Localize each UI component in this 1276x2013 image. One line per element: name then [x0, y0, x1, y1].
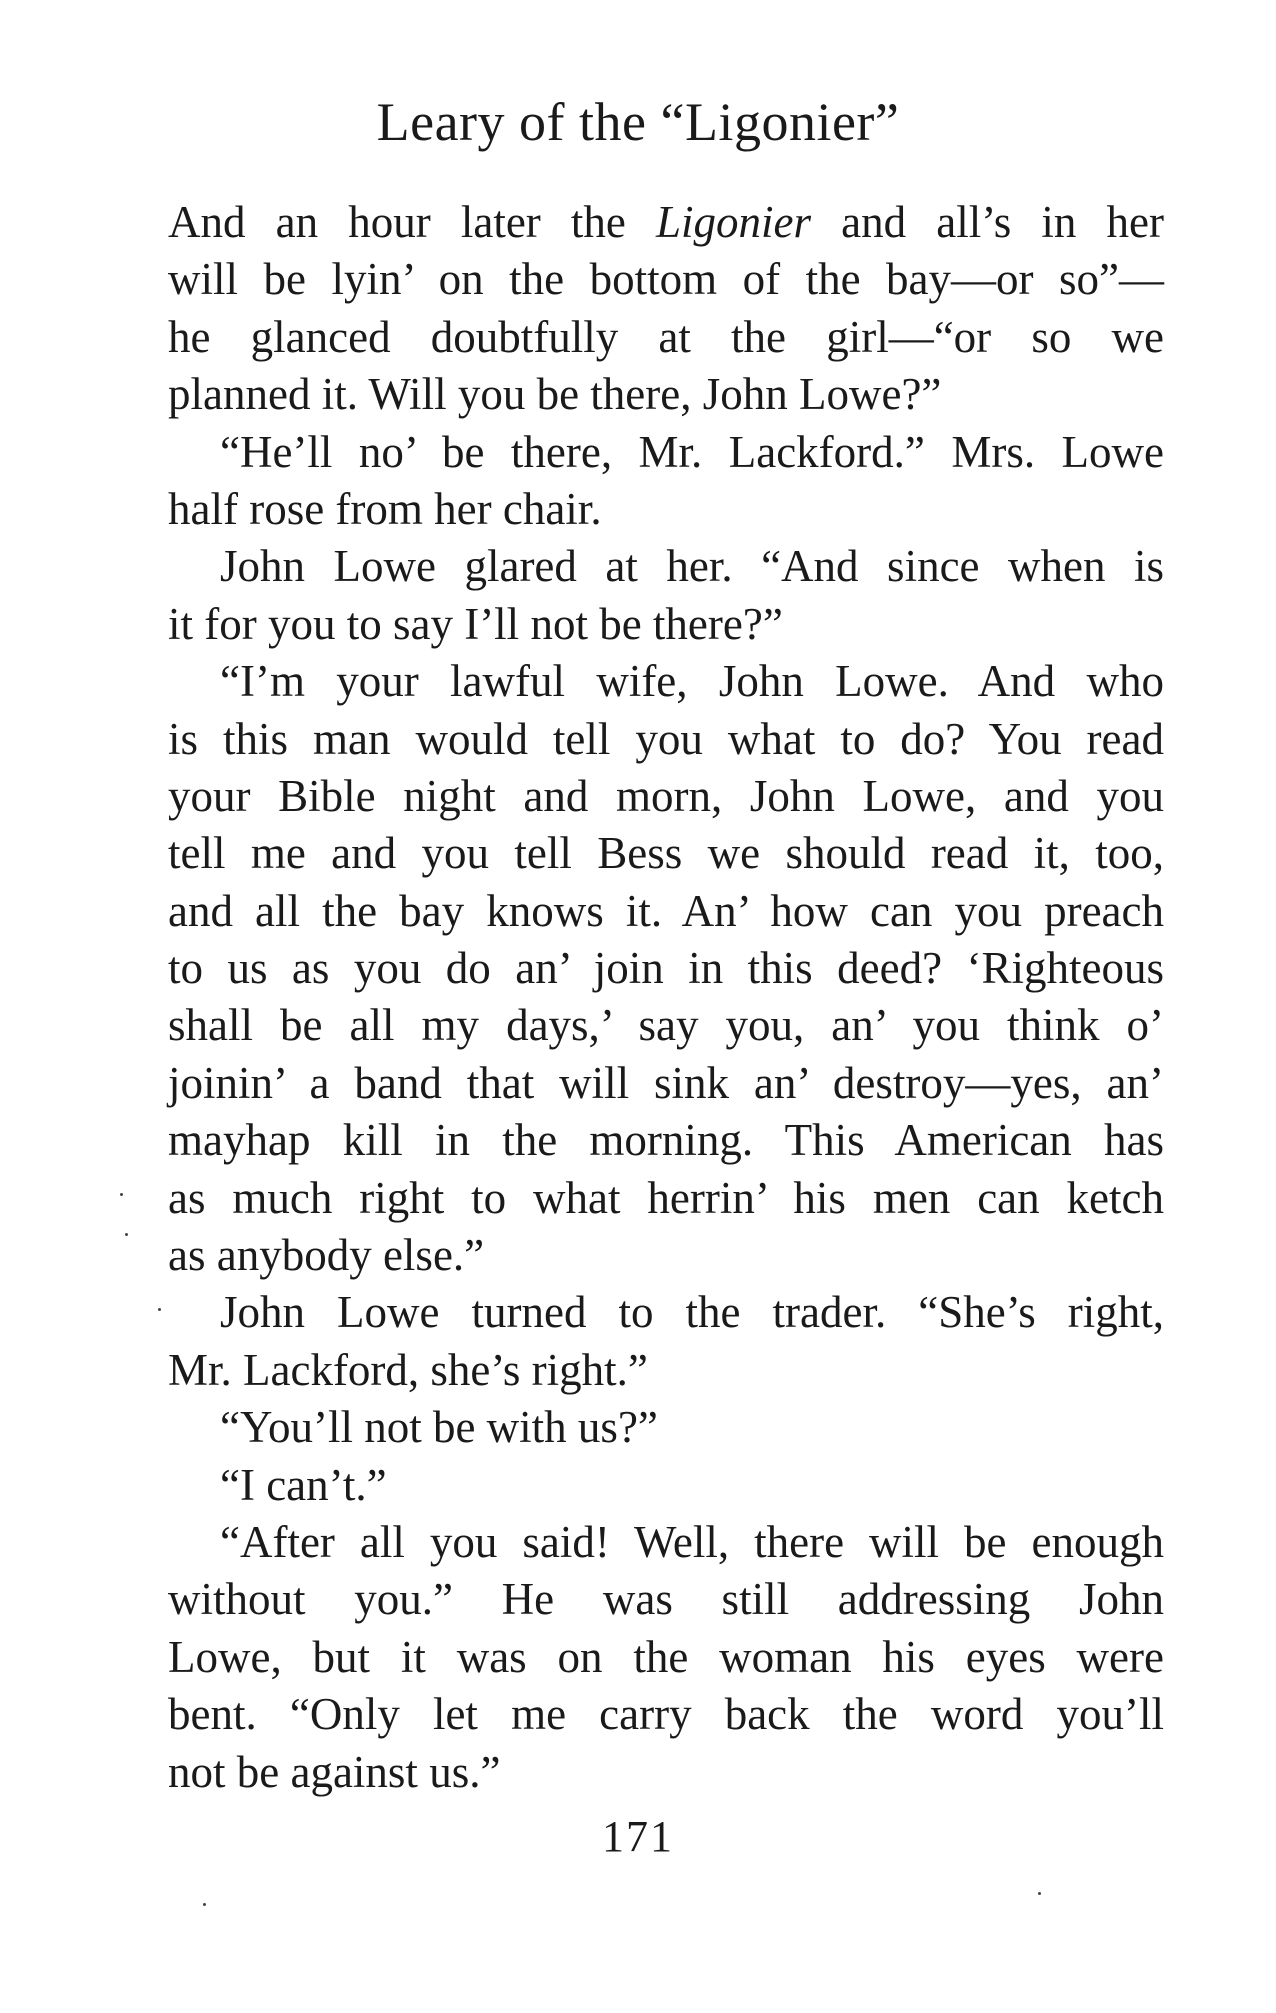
text-line: “I can’t.” [220, 1459, 387, 1510]
scan-speck [158, 1308, 161, 1311]
text-line: not be against us.” [168, 1746, 501, 1797]
text-line: and all the bay knows it. An’ how can you preach [168, 885, 1164, 936]
text-line: as anybody else.” [168, 1230, 485, 1281]
text-line: will be lyin’ on the bottom of the bay—or so”— [168, 254, 1164, 305]
running-head: Leary of the “Ligonier” [376, 92, 900, 152]
page-number: 171 [602, 1812, 674, 1861]
text-line: as much right to what herrin’ his men can ketch [168, 1172, 1164, 1223]
text-line: “I’m your lawful wife, John Lowe. And who [220, 656, 1164, 707]
text-line: “He’ll no’ be there, Mr. Lackford.” Mrs. Lowe [220, 426, 1164, 477]
text-line: mayhap kill in the morning. This American has [168, 1115, 1164, 1166]
text-line: bent. “Only let me carry back the word you’ll [168, 1689, 1164, 1740]
text-line: half rose from her chair. [168, 483, 602, 534]
text-line: it for you to say I’ll not be there?” [168, 598, 783, 649]
text-line: your Bible night and morn, John Lowe, and you [168, 770, 1164, 821]
ship-name: Ligonier [656, 197, 812, 247]
scan-speck [203, 1903, 206, 1906]
text-line: Mr. Lackford, she’s right.” [168, 1344, 648, 1395]
text-line: John Lowe turned to the trader. “She’s right, [220, 1287, 1164, 1338]
text-line: tell me and you tell Bess we should read it, too, [168, 828, 1164, 879]
body-text [168, 194, 1164, 1801]
text-line: joinin’ a band that will sink an’ destroy—yes, an’ [168, 1057, 1164, 1108]
text-line: shall be all my days,’ say you, an’ you think o’ [168, 1000, 1164, 1051]
scan-speck [120, 1193, 123, 1196]
text-line: is this man would tell you what to do? You read [168, 713, 1164, 764]
scan-speck [125, 1233, 128, 1236]
text-line: “You’ll not be with us?” [220, 1402, 658, 1453]
scan-speck [1038, 1892, 1041, 1895]
text-line: “After all you said! Well, there will be enough [220, 1516, 1164, 1567]
text-line: he glanced doubtfully at the girl—“or so we [168, 311, 1164, 362]
text-line: planned it. Will you be there, John Lowe?” [168, 369, 942, 420]
text-line: to us as you do an’ join in this deed? ‘Righteous [168, 943, 1164, 994]
text-line: without you.” He was still addressing John [168, 1574, 1164, 1625]
text-line: And an hour later the Ligonier and all’s in her [168, 197, 1164, 247]
text-line: Lowe, but it was on the woman his eyes were [168, 1631, 1164, 1682]
text-line: John Lowe glared at her. “And since when is [220, 541, 1164, 592]
